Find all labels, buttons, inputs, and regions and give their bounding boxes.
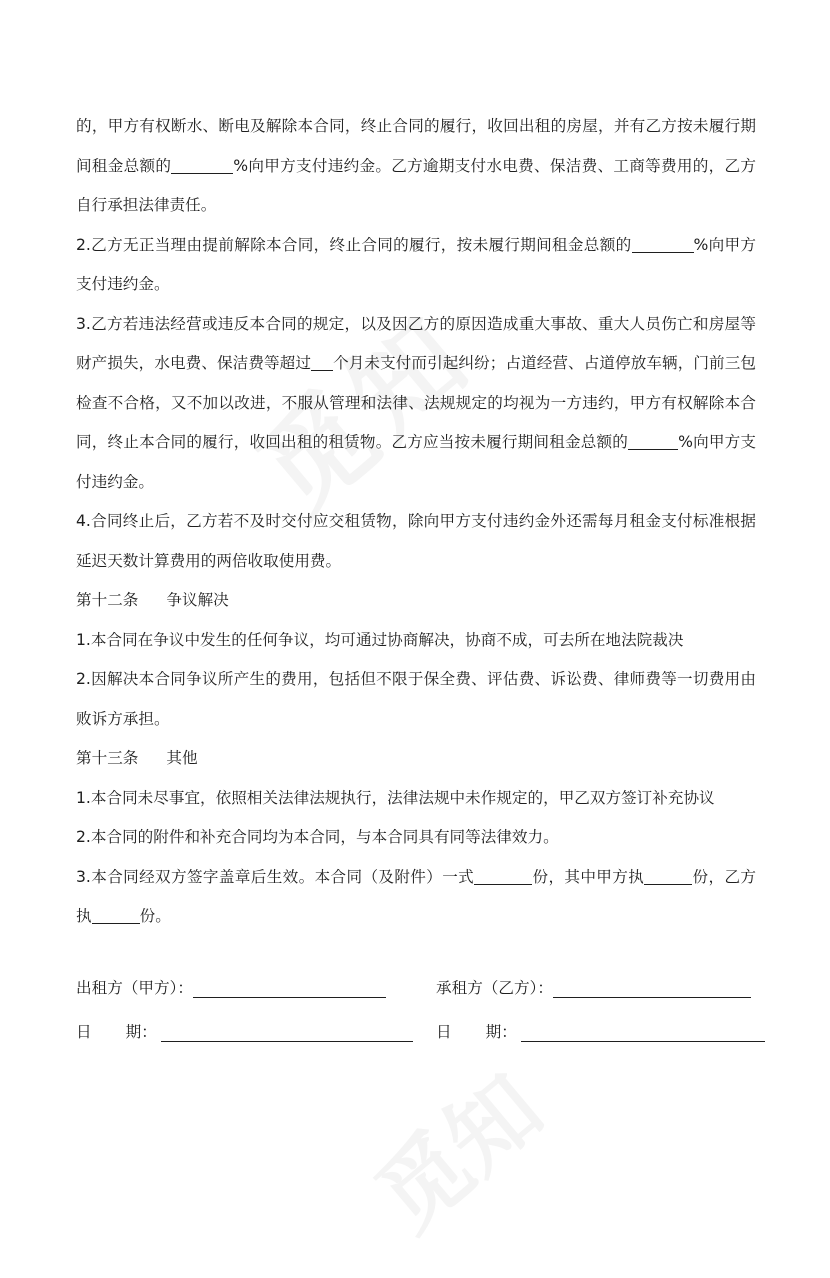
section-12-heading [76,581,756,621]
lessee-label: 承租方（乙方）： [436,979,553,997]
section-title: 其他 [166,749,198,767]
paragraph-dispute-2: 2.因解决本合同争议所产生的费用，包括但不限于保全费、评估费、诉讼费、律师费等一切费用由败诉方承担。 [76,670,756,728]
paragraph-penalty-continued [76,107,756,226]
paragraph-text: %向甲方支付违约金。乙方逾期支付水电费、保洁费、工商等费用的，乙方自行承担法律责任。 [76,156,756,214]
paragraph-text: 份。 [139,907,171,925]
lessee-signature [436,970,751,998]
lessee-date [436,1014,765,1042]
date-label-char: 期： [485,1023,517,1041]
signature-row [76,970,756,1014]
blank-copies-total[interactable] [474,864,532,885]
blank-copies-party-a[interactable] [644,864,692,885]
paragraph-other-2: 2.本合同的附件和补充合同均为本合同，与本合同具有同等法律效力。 [76,828,559,846]
paragraph-text: 份，其中甲方执 [532,867,645,886]
lessee-signature-line[interactable] [553,975,751,998]
blank-penalty-percent-2[interactable] [632,232,694,253]
paragraph-text: 3.乙方若违法经营或违反本合同的规定，以及因乙方的原因造成重大事故、重大人员伤亡和房屋等财产损失，水电费、保洁费等超过 [76,314,756,372]
section-number: 第十二条 [76,591,139,609]
lessor-signature [76,970,386,998]
paragraph-other-3 [76,858,756,937]
paragraph-text: 2.乙方无正当理由提前解除本合同，终止合同的履行，按未履行期间租金总额的 [76,235,632,254]
section-13-heading [76,739,756,779]
paragraph-early-termination [76,226,756,305]
paragraph-dispute-1: 1.本合同在争议中发生的任何争议，均可通过协商解决，协商不成，可去所在地法院裁决 [76,630,684,649]
paragraph-text: %向甲方支付违约金。 [76,235,756,293]
paragraph-text: 3.本合同经双方签字盖章后生效。本合同（及附件）一式 [76,867,475,886]
date-label-char: 日 [76,1023,92,1041]
blank-copies-party-b[interactable] [92,903,140,924]
blank-penalty-percent-1[interactable] [171,153,233,174]
contract-body [76,107,756,937]
date-label-char: 日 [436,1023,452,1041]
paragraph-termination-fees: 4.合同终止后，乙方若不及时交付应交租赁物，除向甲方支付违约金外还需每月租金支付标准根据延迟天数计算费用的两倍收取使用费。 [76,512,756,570]
paragraph-text: 的，甲方有权断水、断电及解除本合同，终止合同的履行，收回出租的房屋，并有乙方按未履行期间租金总额的 [76,117,756,175]
lessor-date-line[interactable] [161,1019,413,1042]
section-title: 争议解决 [166,591,229,609]
paragraph-text: 份，乙方执 [76,867,756,925]
paragraph-text: %向甲方支付违约金。 [76,433,756,491]
section-number: 第十三条 [76,749,139,767]
signature-area [76,970,756,1058]
blank-months[interactable] [311,350,333,371]
date-row [76,1014,756,1058]
paragraph-text: 个月未支付而引起纠纷；占道经营、占道停放车辆，门前三包检查不合格，又不加以改进，不服从管理和法律、法规规定的均视为一方违约，甲方有权解除本合同，终止本合同的履行，收回出租的租赁物。乙方应当按未履行期间租金总额的 [76,354,756,451]
lessor-signature-line[interactable] [193,975,386,998]
lessee-date-line[interactable] [521,1019,765,1042]
paragraph-other-1: 1.本合同未尽事宜，依照相关法律法规执行，法律法规中未作规定的，甲乙双方签订补充协议 [76,788,715,807]
date-label-char: 期： [125,1023,157,1041]
lessor-date [76,1014,413,1042]
blank-penalty-percent-3[interactable] [628,429,678,450]
paragraph-violations [76,305,756,503]
lessor-label: 出租方（甲方）： [76,979,193,997]
